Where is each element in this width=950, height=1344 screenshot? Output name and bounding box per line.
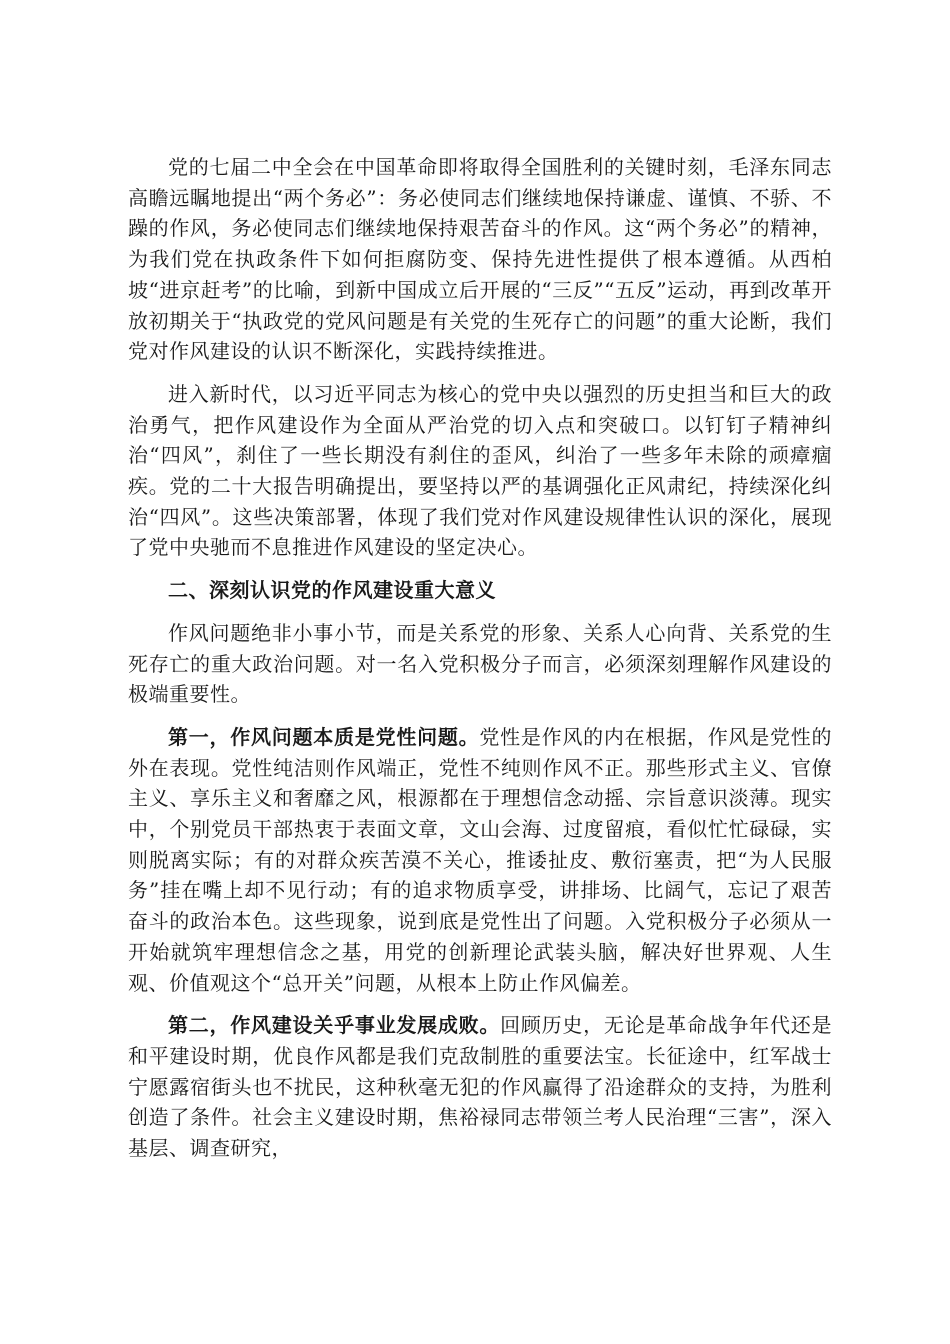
section-heading-text: 二、深刻认识党的作风建设重大意义 — [168, 578, 496, 603]
paragraph-significance-intro — [128, 618, 832, 710]
paragraph-text: 作风问题绝非小事小节，而是关系党的形象、关系人心向背、关系党的生死存亡的重大政治问题。对一名入党积极分子而言，必须深刻理解作风建设的极端重要性。 — [128, 620, 832, 707]
point-lead: 第一，作风问题本质是党性问题。 — [168, 724, 480, 749]
paragraph-point-two — [128, 1010, 832, 1164]
paragraph-text: 回顾历史，无论是革命战争年代还是和平建设时期，优良作风都是我们克敌制胜的重要法宝。长征途中，红军战士宁愿露宿街头也不扰民，这种秋毫无犯的作风赢得了沿途群众的支持，为胜利创造了条件。社会主义建设时期，焦裕禄同志带领兰考人民治理“三害”，深入基层、调查研究， — [128, 1013, 833, 1161]
paragraph-text: 党的七届二中全会在中国革命即将取得全国胜利的关键时刻，毛泽东同志高瞻远瞩地提出“两个务必”：务必使同志们继续地保持谦虚、谨慎、不骄、不躁的作风，务必使同志们继续地保持艰苦奋斗的作风。这“两个务必”的精神，为我们党在执政条件下如何拒腐防变、保持先进性提供了根本遵循。从西柏坡“进京赶考”的比喻，到新中国成立后开展的“三反”“五反”运动，再到改革开放初期关于“执政党的党风问题是有关党的生死存亡的问题”的重大论断，我们党对作风建设的认识不断深化，实践持续推进。 — [128, 155, 832, 364]
paragraph-text: 进入新时代，以习近平同志为核心的党中央以强烈的历史担当和巨大的政治勇气，把作风建设作为全面从严治党的切入点和突破口。以钉钉子精神纠治“四风”，刹住了一些长期没有刹住的歪风，纠治了一些多年未除的顽瘴痼疾。党的二十大报告明确提出，要坚持以严的基调强化正风肃纪，持续深化纠治“四风”。这些决策部署，体现了我们党对作风建设规律性认识的深化，展现了党中央驰而不息推进作风建设的坚定决心。 — [128, 381, 832, 560]
paragraph-point-one — [128, 722, 832, 998]
paragraph-two-musts — [128, 152, 832, 367]
paragraph-new-era — [128, 379, 832, 563]
paragraph-text: 党性是作风的内在根据，作风是党性的外在表现。党性纯洁则作风端正，党性不纯则作风不正。那些形式主义、官僚主义、享乐主义和奢靡之风，根源都在于理想信念动摇、宗旨意识淡薄。现实中，个别党员干部热衷于表面文章，文山会海、过度留痕，看似忙忙碌碌，实则脱离实际；有的对群众疾苦漠不关心，推诿扯皮、敷衍塞责，把“为人民服务”挂在嘴上却不见行动；有的追求物质享受，讲排场、比阔气，忘记了艰苦奋斗的政治本色。这些现象，说到底是党性出了问题。入党积极分子必须从一开始就筑牢理想信念之基，用党的创新理论武装头脑，解决好世界观、人生观、价值观这个“总开关”问题，从根本上防止作风偏差。 — [128, 724, 833, 995]
point-lead: 第二，作风建设关乎事业发展成败。 — [168, 1013, 501, 1038]
section-heading — [128, 575, 832, 606]
document-body — [128, 152, 832, 1176]
